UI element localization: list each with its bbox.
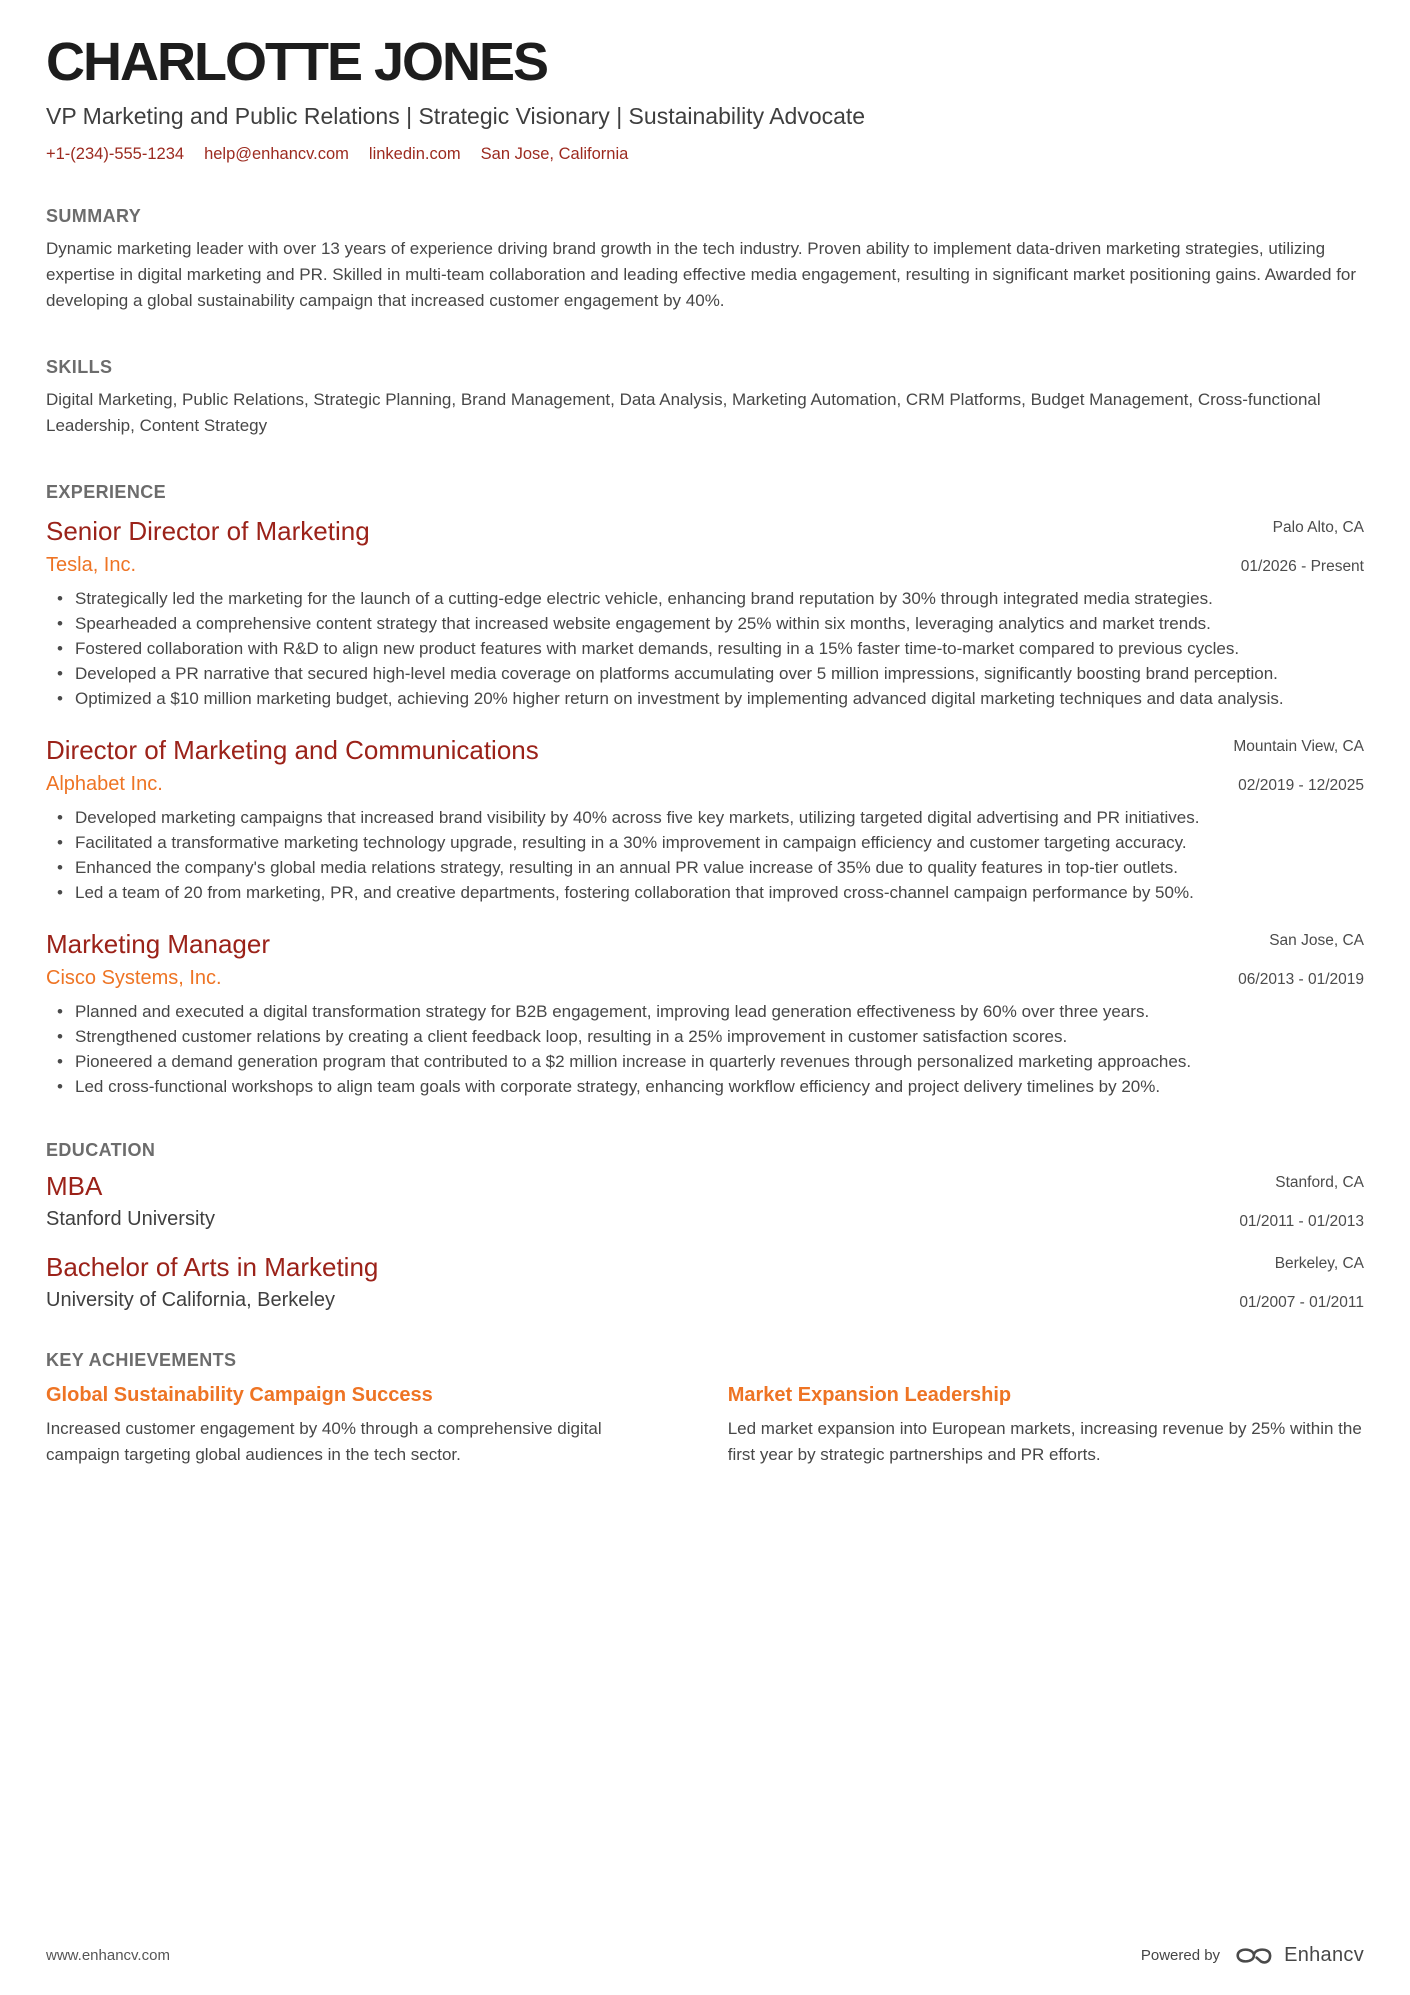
entry-meta	[1233, 735, 1364, 795]
job-company: Cisco Systems, Inc.	[46, 966, 222, 989]
footer-branding	[1141, 1942, 1364, 1969]
degree-location: Stanford, CA	[1275, 1173, 1364, 1191]
degree-dates: 01/2007 - 01/2011	[1239, 1293, 1364, 1311]
bullet-icon: •	[57, 638, 63, 658]
achievement-item	[46, 1382, 664, 1468]
bullet-item	[46, 805, 1364, 830]
bullet-text: Enhanced the company's global media relations strategy, resulting in an annual PR value increase of 35% due to quality features in top-tier outlets.	[75, 857, 1178, 877]
entry-meta	[1239, 1252, 1364, 1312]
contact-phone[interactable]: +1-(234)-555-1234	[46, 144, 185, 163]
bullet-icon: •	[57, 663, 63, 683]
candidate-name: CHARLOTTE JONES	[46, 32, 548, 92]
page-footer	[46, 1942, 1364, 1995]
bullet-icon: •	[57, 688, 63, 708]
job-bullets	[46, 999, 1364, 1099]
bullet-text: Led a team of 20 from marketing, PR, and creative departments, fostering collaboration that improved cross-channel campaign performance by 50%.	[75, 882, 1194, 902]
bullet-item	[46, 636, 1364, 661]
bullet-icon: •	[57, 807, 63, 827]
entry-header	[46, 1252, 1364, 1313]
job-bullets	[46, 586, 1364, 711]
bullet-item	[46, 1049, 1364, 1074]
skills-heading: SKILLS	[46, 356, 113, 377]
bullet-text: Developed marketing campaigns that increased brand visibility by 40% across five key markets, utilizing targeted digital advertising and PR initiatives.	[75, 807, 1200, 827]
bullet-item	[46, 586, 1364, 611]
bullet-text: Developed a PR narrative that secured high-level media coverage on platforms accumulating over 5 million impressions, significantly boosting brand perception.	[75, 663, 1278, 683]
entry-titles	[46, 1171, 215, 1232]
job-location: Mountain View, CA	[1233, 737, 1364, 755]
bullet-text: Strengthened customer relations by creating a client feedback loop, resulting in a 25% improvement in customer satisfaction scores.	[75, 1026, 1068, 1046]
education-heading: EDUCATION	[46, 1139, 156, 1160]
achievements-section	[46, 1313, 1364, 1468]
skills-section	[46, 314, 1364, 439]
contact-row	[46, 143, 1364, 165]
summary-section	[46, 165, 1364, 314]
experience-heading: EXPERIENCE	[46, 481, 167, 502]
enhancv-logo-icon	[1233, 1942, 1277, 1969]
job-location: San Jose, CA	[1269, 931, 1364, 949]
experience-entry	[46, 516, 1364, 711]
bullet-icon: •	[57, 1076, 63, 1096]
enhancv-wordmark: Enhancv	[1284, 1944, 1364, 1966]
experience-entry	[46, 929, 1364, 1099]
skills-text: Digital Marketing, Public Relations, Strategic Planning, Brand Management, Data Analysis, Marketing Automation, CRM Platforms, Budget Management, Cross-functional Leadership, Content Strategy	[46, 389, 1321, 435]
contact-email-link[interactable]: help@enhancv.com	[204, 144, 349, 163]
contact-linkedin-link[interactable]: linkedin.com	[368, 144, 461, 163]
bullet-item	[46, 830, 1364, 855]
footer-website-link[interactable]: www.enhancv.com	[46, 1947, 170, 1964]
resume-header	[46, 34, 1364, 165]
bullet-text: Optimized a $10 million marketing budget, achieving 20% higher return on investment by implementing advanced digital marketing techniques and data analysis.	[75, 688, 1284, 708]
entry-header	[46, 516, 1364, 578]
bullet-icon: •	[57, 1051, 63, 1071]
achievement-title: Market Expansion Leadership	[727, 1383, 1012, 1406]
bullet-text: Spearheaded a comprehensive content strategy that increased website engagement by 25% within six months, leveraging analytics and market trends.	[75, 613, 1211, 633]
entry-titles	[46, 1252, 378, 1313]
bullet-item	[46, 661, 1364, 686]
bullet-icon: •	[57, 882, 63, 902]
achievements-heading: KEY ACHIEVEMENTS	[46, 1349, 237, 1370]
bullet-icon: •	[57, 1001, 63, 1021]
bullet-item	[46, 1074, 1364, 1099]
powered-by-label: Powered by	[1140, 1947, 1221, 1964]
contact-location: San Jose, California	[480, 144, 629, 163]
entry-titles	[46, 929, 270, 991]
degree-title: Bachelor of Arts in Marketing	[46, 1251, 379, 1282]
bullet-item	[46, 1024, 1364, 1049]
bullet-text: Pioneered a demand generation program that contributed to a $2 million increase in quarterly revenues through personalized marketing approaches.	[75, 1051, 1192, 1071]
degree-school: University of California, Berkeley	[46, 1288, 335, 1311]
job-company: Alphabet Inc.	[46, 772, 163, 795]
bullet-text: Fostered collaboration with R&D to align new product features with market demands, resulting in a 15% faster time-to-market compared to previous cycles.	[75, 638, 1240, 658]
bullet-text: Strategically led the marketing for the launch of a cutting-edge electric vehicle, enhancing brand reputation by 30% through integrated media strategies.	[75, 588, 1213, 608]
job-company: Tesla, Inc.	[46, 553, 137, 576]
bullet-text: Led cross-functional workshops to align team goals with corporate strategy, enhancing workflow efficiency and project delivery timelines by 20%.	[75, 1076, 1161, 1096]
candidate-headline: VP Marketing and Public Relations | Strategic Visionary | Sustainability Advocate	[46, 102, 866, 129]
entry-meta	[1239, 1171, 1364, 1231]
bullet-icon: •	[57, 857, 63, 877]
summary-text: Dynamic marketing leader with over 13 years of experience driving brand growth in the tech industry. Proven ability to implement data-driven marketing strategies, utilizing expertise in digital marketing and PR. Skilled in multi-team collaboration and leading effective media engagement, resulting in significant market positioning gains. Awarded for developing a global sustainability campaign that increased customer engagement by 40%.	[46, 238, 1357, 310]
achievement-title: Global Sustainability Campaign Success	[46, 1383, 433, 1406]
bullet-item	[46, 999, 1364, 1024]
entry-meta	[1241, 516, 1364, 576]
bullet-text: Facilitated a transformative marketing technology upgrade, resulting in a 30% improvement in campaign efficiency and customer targeting accuracy.	[75, 832, 1187, 852]
achievement-text: Led market expansion into European markets, increasing revenue by 25% within the first year by strategic partnerships and PR efforts.	[727, 1418, 1362, 1464]
bullet-text: Planned and executed a digital transformation strategy for B2B engagement, improving lead generation effectiveness by 60% over three years.	[75, 1001, 1150, 1021]
job-dates: 02/2019 - 12/2025	[1238, 776, 1364, 794]
degree-location: Berkeley, CA	[1274, 1254, 1364, 1272]
enhancv-brand-link[interactable]	[1233, 1942, 1364, 1969]
bullet-icon: •	[57, 1026, 63, 1046]
degree-school: Stanford University	[46, 1207, 215, 1230]
bullet-item	[46, 855, 1364, 880]
job-title: Director of Marketing and Communications	[46, 734, 539, 765]
job-title: Marketing Manager	[46, 928, 270, 959]
entry-titles	[46, 735, 539, 797]
bullet-item	[46, 686, 1364, 711]
entry-header	[46, 1171, 1364, 1232]
job-dates: 06/2013 - 01/2019	[1238, 970, 1364, 988]
bullet-icon: •	[57, 613, 63, 633]
job-title: Senior Director of Marketing	[46, 515, 370, 546]
job-dates: 01/2026 - Present	[1240, 557, 1364, 575]
education-entry	[46, 1252, 1364, 1313]
achievement-item	[728, 1382, 1364, 1468]
education-entry	[46, 1171, 1364, 1232]
entry-titles	[46, 516, 370, 578]
summary-heading: SUMMARY	[46, 205, 142, 226]
bullet-icon: •	[57, 832, 63, 852]
experience-entry	[46, 735, 1364, 905]
entry-header	[46, 929, 1364, 991]
bullet-icon: •	[57, 588, 63, 608]
bullet-item	[46, 880, 1364, 905]
bullet-item	[46, 611, 1364, 636]
education-section	[46, 1099, 1364, 1313]
achievements-grid	[46, 1382, 1364, 1468]
job-location: Palo Alto, CA	[1272, 518, 1364, 536]
degree-dates: 01/2011 - 01/2013	[1239, 1212, 1364, 1230]
job-bullets	[46, 805, 1364, 905]
experience-section	[46, 439, 1364, 1099]
entry-meta	[1238, 929, 1364, 989]
achievement-text: Increased customer engagement by 40% through a comprehensive digital campaign targeting global audiences in the tech sector.	[46, 1418, 602, 1464]
degree-title: MBA	[46, 1170, 103, 1201]
entry-header	[46, 735, 1364, 797]
